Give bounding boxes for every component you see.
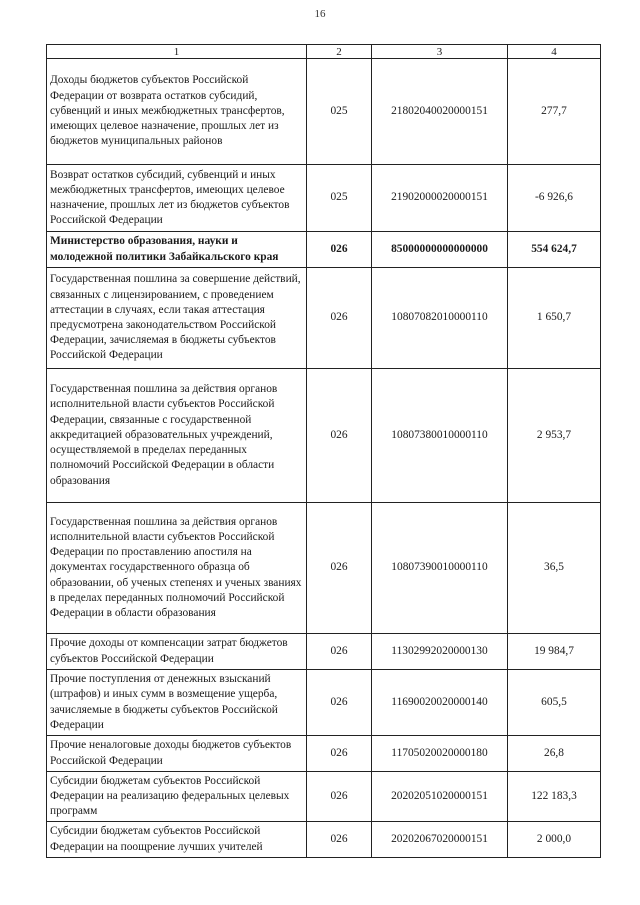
column-header-4: 4 (508, 45, 601, 59)
row-kbk: 11690020020000140 (372, 670, 508, 736)
row-kbk: 10807380010000110 (372, 369, 508, 503)
row-name: Прочие доходы от компенсации затрат бюджетов субъектов Российской Федерации (47, 634, 307, 670)
row-kbk: 10807082010000110 (372, 268, 508, 369)
row-name: Прочие поступления от денежных взысканий (штрафов) и иных сумм в возмещение ущерба, зачисляемые в бюджеты субъектов Российской Федерации (47, 670, 307, 736)
revenue-table (46, 44, 601, 858)
row-name: Прочие неналоговые доходы бюджетов субъектов Российской Федерации (47, 736, 307, 772)
row-code: 026 (307, 736, 372, 772)
row-sum: 1 650,7 (508, 268, 601, 369)
row-kbk: 21902000020000151 (372, 165, 508, 232)
row-sum: 122 183,3 (508, 772, 601, 822)
row-kbk: 11302992020000130 (372, 634, 508, 670)
row-sum: -6 926,6 (508, 165, 601, 232)
table-row (47, 503, 601, 634)
row-code: 026 (307, 503, 372, 634)
table-row (47, 59, 601, 165)
table-header-row (47, 45, 601, 59)
row-code: 026 (307, 634, 372, 670)
row-sum: 36,5 (508, 503, 601, 634)
row-kbk: 20202051020000151 (372, 772, 508, 822)
column-header-2: 2 (307, 45, 372, 59)
row-name: Министерство образования, науки и молодежной политики Забайкальского края (47, 232, 307, 268)
row-name: Государственная пошлина за совершение действий, связанных с лицензированием, с проведением аттестации в случаях, если такая аттестация предусмотрена законодательством Российской Федерации, зачисляемая в бюджеты субъектов Российской Федерации (47, 268, 307, 369)
row-sum: 26,8 (508, 736, 601, 772)
row-sum: 2 953,7 (508, 369, 601, 503)
row-sum: 2 000,0 (508, 822, 601, 858)
row-sum: 605,5 (508, 670, 601, 736)
row-sum: 554 624,7 (508, 232, 601, 268)
table-row (47, 232, 601, 268)
table-row (47, 369, 601, 503)
table-row (47, 736, 601, 772)
row-kbk: 11705020020000180 (372, 736, 508, 772)
row-name: Субсидии бюджетам субъектов Российской Федерации на поощрение лучших учителей (47, 822, 307, 858)
row-code: 026 (307, 772, 372, 822)
row-code: 026 (307, 822, 372, 858)
row-name: Возврат остатков субсидий, субвенций и иных межбюджетных трансфертов, имеющих целевое назначение, прошлых лет из бюджетов субъектов Российской Федерации (47, 165, 307, 232)
table-row (47, 772, 601, 822)
row-kbk: 21802040020000151 (372, 59, 508, 165)
table-row (47, 268, 601, 369)
table-row (47, 165, 601, 232)
column-header-3: 3 (372, 45, 508, 59)
row-kbk: 10807390010000110 (372, 503, 508, 634)
row-code: 025 (307, 165, 372, 232)
table-row (47, 670, 601, 736)
row-name: Государственная пошлина за действия органов исполнительной власти субъектов Российской Федерации по проставлению апостиля на документах государственного образца об образовании, об ученых степенях и ученых званиях в пределах переданных полномочий Российской Федерации в области образования (47, 503, 307, 634)
table-row (47, 634, 601, 670)
row-sum: 19 984,7 (508, 634, 601, 670)
row-sum: 277,7 (508, 59, 601, 165)
row-code: 026 (307, 232, 372, 268)
page-number: 16 (314, 8, 326, 20)
row-code: 025 (307, 59, 372, 165)
column-header-1: 1 (47, 45, 307, 59)
row-code: 026 (307, 369, 372, 503)
row-kbk: 85000000000000000 (372, 232, 508, 268)
row-name: Государственная пошлина за действия органов исполнительной власти субъектов Российской Федерации, связанные с государственной аккредитацией образовательных учреждений, осуществляемой в пределах переданных полномочий Российской Федерации в области образования (47, 369, 307, 503)
table-row (47, 822, 601, 858)
row-name: Доходы бюджетов субъектов Российской Федерации от возврата остатков субсидий, субвенций и иных межбюджетных трансфертов, имеющих целевое назначение, прошлых лет из бюджетов муниципальных районов (47, 59, 307, 165)
row-code: 026 (307, 670, 372, 736)
row-name: Субсидии бюджетам субъектов Российской Федерации на реализацию федеральных целевых программ (47, 772, 307, 822)
row-code: 026 (307, 268, 372, 369)
row-kbk: 20202067020000151 (372, 822, 508, 858)
